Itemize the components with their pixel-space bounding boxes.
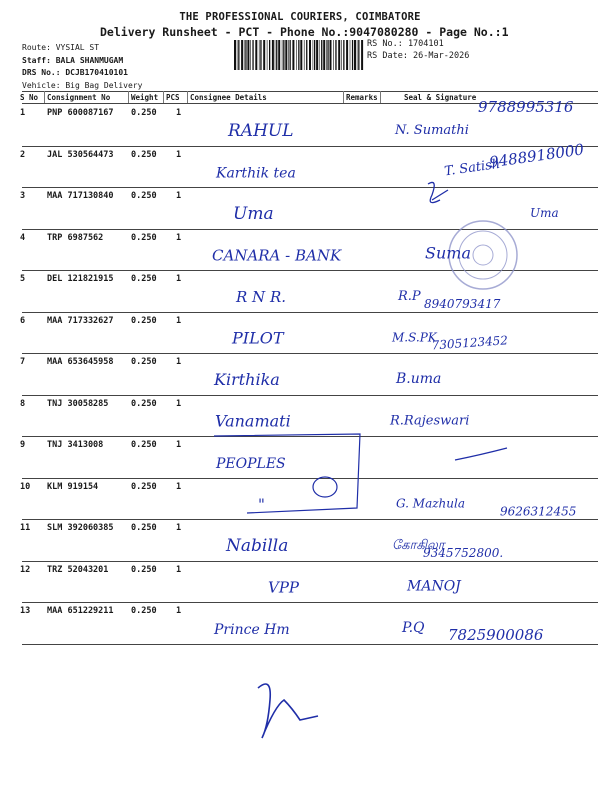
runsheet-title: Delivery Runsheet - PCT - Phone No.:9047080280 - Page No.:1 (100, 25, 509, 39)
seal-handwriting: R.P (398, 289, 421, 304)
consignee-handwriting: CANARA - BANK (212, 246, 342, 265)
cell-weight: 0.250 (131, 523, 157, 533)
phone-handwriting: 9488918000 (488, 140, 586, 172)
table-top-rule (22, 91, 598, 92)
consignee-handwriting: RAHUL (228, 121, 294, 141)
consignee-handwriting: Prince Hm (214, 622, 290, 638)
rs-number: RS No.: 1704101 (367, 39, 444, 49)
cell-consignment: TRZ 52043201 (47, 564, 109, 575)
cell-weight: 0.250 (131, 440, 157, 450)
row-rule (22, 478, 598, 479)
row-rule (22, 602, 598, 603)
cell-weight: 0.250 (131, 481, 157, 492)
col-header-remarks: Remarks (346, 93, 378, 102)
cell-weight: 0.250 (131, 398, 157, 409)
row-rule (22, 644, 598, 645)
col-header-weight: Weight (131, 93, 159, 102)
cell-sno: 6 (20, 315, 26, 326)
seal-handwriting: R.Rajeswari (390, 413, 470, 429)
consignee-handwriting: VPP (268, 578, 300, 597)
cell-consignment: TRP 6987562 (47, 232, 104, 243)
consignee-handwriting: Karthik tea (216, 165, 296, 182)
cell-weight: 0.250 (131, 564, 157, 575)
cell-weight: 0.250 (131, 315, 157, 326)
cell-pcs: 1 (176, 149, 182, 160)
row-rule (22, 229, 598, 230)
cell-pcs: 1 (176, 315, 182, 326)
cell-weight: 0.250 (131, 274, 157, 284)
col-header-pcs: PCS (166, 93, 180, 102)
row-rule (22, 519, 598, 520)
seal-handwriting: N. Sumathi (395, 123, 469, 138)
cell-consignment: SLM 392060385 (47, 523, 114, 533)
consignee-handwriting: Uma (233, 204, 274, 224)
cell-sno: 8 (20, 398, 26, 409)
drs-line (22, 67, 142, 80)
footer-signature (258, 684, 318, 738)
cell-pcs: 1 (176, 481, 182, 492)
row9-dash (455, 448, 507, 460)
postmark-stamp (449, 221, 517, 289)
cell-consignment: PNP 600087167 (47, 108, 114, 118)
row9-bracket (214, 434, 360, 513)
seal-handwriting: G. Mazhula (396, 496, 465, 511)
vehicle-line: Vehicle: Big Bag Delivery (22, 80, 143, 90)
row-rule (22, 561, 598, 562)
cell-weight: 0.250 (131, 149, 157, 160)
seal-handwriting: கோகிலா (392, 538, 445, 553)
row3-mark (428, 182, 448, 202)
row-rule (22, 395, 598, 396)
cell-weight: 0.250 (131, 191, 157, 201)
row-rule (22, 187, 598, 188)
phone-handwriting: 7305123452 (431, 333, 509, 353)
cell-consignment: DEL 121821915 (47, 274, 114, 284)
cell-pcs: 1 (176, 398, 182, 409)
route-line: Route: VYSIAL ST (22, 43, 100, 52)
rs-date: RS Date: 26-Mar-2026 (367, 50, 470, 61)
cell-consignment: MAA 717332627 (47, 315, 114, 326)
consignee-handwriting: " (258, 495, 265, 514)
cell-pcs: 1 (176, 440, 182, 450)
consignee-handwriting: R N R. (236, 288, 287, 306)
cell-pcs: 1 (176, 606, 182, 616)
cell-sno: 10 (20, 481, 31, 492)
header-left-block (22, 42, 142, 92)
cell-consignment: KLM 919154 (47, 481, 99, 492)
row-rule (22, 270, 598, 271)
cell-sno: 2 (20, 149, 26, 160)
cell-sno: 9 (20, 440, 26, 450)
seal-handwriting: MANOJ (407, 578, 461, 595)
cell-consignment: JAL 530564473 (47, 149, 114, 160)
row-rule (22, 146, 598, 147)
seal-handwriting: M.S.PK (392, 330, 437, 345)
drs-value: DCJB170410101 (65, 68, 128, 77)
col-divider (163, 91, 164, 103)
cell-sno: 13 (20, 606, 31, 616)
phone-handwriting: 9626312455 (500, 504, 577, 519)
col-header-consignee: Consignee Details (190, 93, 267, 102)
cell-weight: 0.250 (131, 232, 157, 243)
barcode (234, 40, 364, 70)
col-divider (343, 91, 344, 103)
cell-weight: 0.250 (131, 108, 157, 118)
consignee-handwriting: PEOPLES (216, 456, 286, 472)
seal-handwriting: T. Satish (443, 156, 502, 180)
phone-handwriting: 8940793417 (424, 297, 501, 311)
col-divider (187, 91, 188, 103)
cell-pcs: 1 (176, 523, 182, 533)
col-divider (128, 91, 129, 103)
company-name: THE PROFESSIONAL COURIERS, COIMBATORE (179, 11, 421, 23)
cell-pcs: 1 (176, 564, 182, 575)
cell-consignment: MAA 653645958 (47, 357, 114, 367)
cell-consignment: TNJ 3413008 (47, 440, 104, 450)
table-header-rule (22, 103, 598, 104)
seal-handwriting: Suma (425, 243, 471, 263)
drs-label: DRS No.: (22, 68, 61, 77)
cell-sno: 1 (20, 108, 26, 118)
staff-line (22, 55, 142, 68)
phone-handwriting: 9345752800. (423, 546, 504, 560)
cell-consignment: MAA 717130840 (47, 191, 114, 201)
cell-pcs: 1 (176, 232, 182, 243)
cell-weight: 0.250 (131, 606, 157, 616)
rs-info-block (367, 39, 469, 62)
col-divider (44, 91, 45, 103)
row-rule (22, 353, 598, 354)
consignee-handwriting: Vanamati (215, 411, 291, 431)
consignee-handwriting: PILOT (232, 328, 284, 348)
phone-handwriting: 9788995316 (478, 98, 574, 116)
cell-pcs: 1 (176, 357, 182, 367)
cell-sno: 3 (20, 191, 26, 201)
cell-consignment: MAA 651229211 (47, 606, 114, 616)
row-rule (22, 436, 598, 437)
cell-sno: 4 (20, 232, 26, 243)
cell-sno: 12 (20, 564, 31, 575)
cell-pcs: 1 (176, 108, 182, 118)
staff-label: Staff: (22, 55, 51, 65)
staff-value: BALA SHANMUGAM (55, 55, 124, 65)
col-header-consignment: Consignment No (47, 93, 111, 102)
cell-sno: 7 (20, 357, 26, 367)
cell-sno: 5 (20, 274, 26, 284)
consignee-handwriting: Nabilla (226, 536, 289, 556)
col-divider (380, 91, 381, 103)
seal-handwriting: Uma (530, 206, 559, 220)
cell-consignment: TNJ 30058285 (47, 398, 109, 409)
seal-handwriting: P.Q (402, 620, 425, 636)
seal-handwriting: B.uma (396, 371, 442, 387)
cell-sno: 11 (20, 523, 31, 533)
row-rule (22, 312, 598, 313)
phone-handwriting: 7825900086 (448, 626, 544, 644)
cell-weight: 0.250 (131, 357, 157, 367)
consignee-handwriting: Kirthika (214, 370, 280, 389)
cell-pcs: 1 (176, 274, 182, 284)
col-header-seal: Seal & Signature (404, 93, 477, 102)
cell-pcs: 1 (176, 191, 182, 201)
col-header-sno: S No (20, 93, 39, 102)
